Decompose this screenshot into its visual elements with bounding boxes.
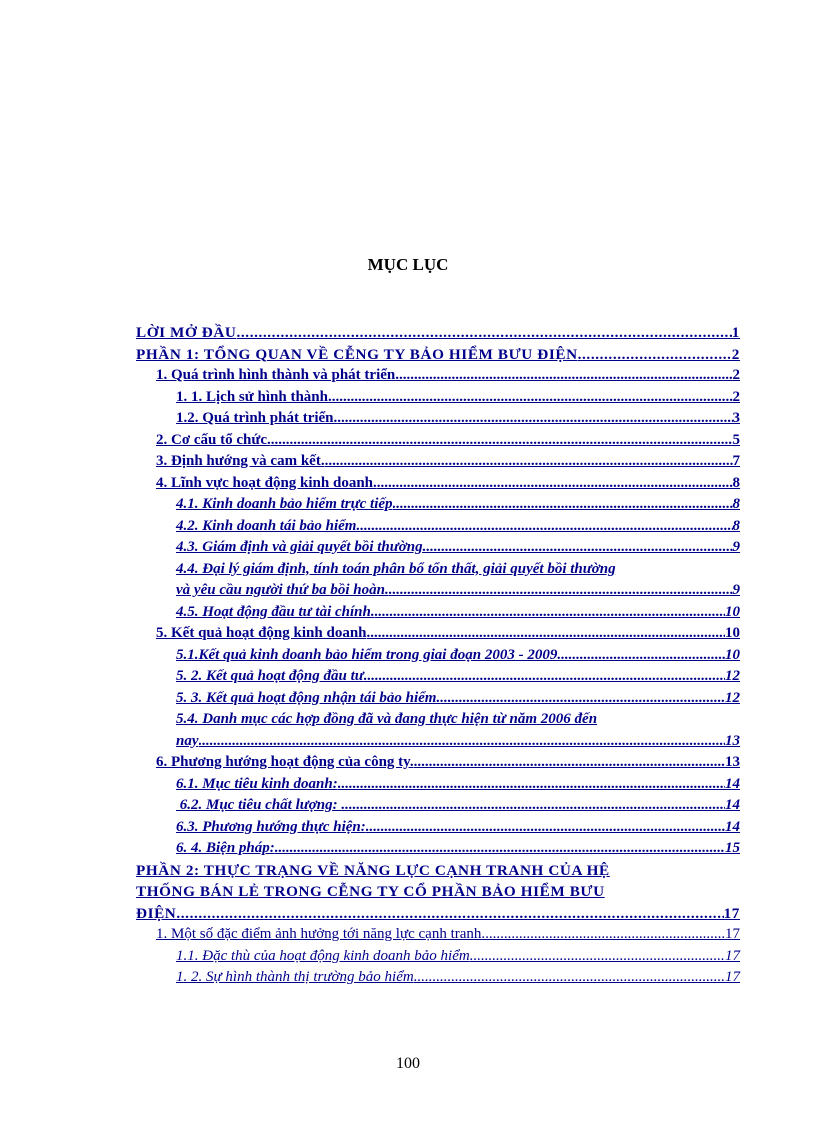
- toc-entry-text-line2: THỐNG BÁN LẺ TRONG CỄNG TY CỔ PHẦN BẢO HIỂM BƯU: [136, 883, 605, 900]
- toc-entry-text: 6. 4. Biện pháp:: [176, 840, 275, 856]
- toc-entry-text: 5. 3. Kết quả hoạt động nhận tái bảo hiểm.: [176, 689, 441, 706]
- toc-entry-4-5[interactable]: [136, 602, 740, 624]
- toc-entry-text: 1.2. Quá trình phát triển.: [176, 410, 338, 426]
- toc-entry-text-line1: PHẦN 2: THỰC TRẠNG VỀ NĂNG LỰC CẠNH TRANH CỦA HỆ: [136, 861, 610, 879]
- toc-entry-page: 12: [725, 689, 740, 706]
- page-title: MỤC LỤC: [367, 255, 449, 274]
- toc-entry-page: 1: [731, 324, 740, 341]
- toc-entry-page: 12: [725, 668, 740, 684]
- toc-entry-text: 1. Quá trình hình thành và phát triển: [156, 367, 396, 383]
- toc-entry-6-2[interactable]: [136, 795, 740, 817]
- toc-entry-page: 17: [725, 926, 740, 942]
- toc-entry-5-4[interactable]: [136, 709, 740, 752]
- toc-entry-page: 3: [732, 410, 740, 426]
- toc-entry-text: 1. 1. Lịch sử hình thành: [176, 388, 328, 405]
- toc-entry-page: 5: [732, 431, 740, 448]
- toc-entry-page: 2: [732, 388, 740, 405]
- toc-entry-text: 2. Cơ cấu tổ chức.: [156, 431, 271, 448]
- toc-entry-page: 13: [725, 754, 740, 770]
- toc-entry-text: 4.5. Hoạt động đầu tư tài chính.: [176, 603, 375, 620]
- toc-entry-page: 15: [725, 840, 740, 856]
- toc-entry-5[interactable]: [136, 623, 740, 645]
- toc-entry-p2-1[interactable]: [136, 924, 740, 946]
- toc-entry-text: 6.2. Mục tiêu chất lượng:: [176, 797, 342, 813]
- toc-entry-page: 14: [725, 818, 740, 835]
- toc-entry-text: 5.1.Kết quả kinh doanh bảo hiểm trong giai đoạn 2003 - 2009: [176, 646, 558, 663]
- toc-entry-text: 6.3. Phương hướng thực hiện:: [176, 818, 366, 835]
- toc-entry-page: 14: [725, 797, 740, 813]
- toc-entry-5-2[interactable]: [136, 666, 740, 688]
- toc-entry-page: 8: [732, 474, 740, 491]
- toc-entry-text: 5. Kết quả hoạt động kinh doanh: [156, 625, 367, 641]
- toc-entry-text: 6. Phương hướng hoạt động của công ty.: [156, 754, 414, 770]
- toc-entry-4-2[interactable]: [136, 516, 740, 538]
- toc-entry-page: 17: [723, 904, 740, 922]
- toc-entry-p2-1-1[interactable]: [136, 946, 740, 968]
- toc-entry-page: 10: [725, 603, 740, 620]
- toc-entry-text: 1. 2. Sự hình thành thị trường bảo hiểm: [176, 969, 414, 985]
- toc-entry-text-line2: nay: [176, 732, 199, 749]
- toc-entry-phan-1[interactable]: [136, 344, 740, 366]
- toc-entry-text: 1. Một số đặc điểm ảnh hưởng tới năng lực cạnh tranh: [156, 926, 482, 942]
- toc-entry-text: 6.1. Mục tiêu kinh doanh:: [176, 775, 338, 792]
- toc-entry-page: 9: [732, 539, 740, 555]
- toc-entry-1-1[interactable]: [136, 387, 740, 409]
- toc-entry-4-4[interactable]: [136, 559, 740, 602]
- toc-entry-page: 13: [725, 732, 740, 749]
- toc-entry-text: 1.1. Đặc thù của hoạt động kinh doanh bảo hiểm: [176, 947, 470, 964]
- toc-entry-6-4[interactable]: [136, 838, 740, 860]
- toc-entry-text: 4.1. Kinh doanh bảo hiểm trực tiếp: [176, 496, 393, 512]
- toc-entry-4-1[interactable]: [136, 494, 740, 516]
- toc-entry-3[interactable]: [136, 451, 740, 473]
- toc-entry-text: 3. Định hướng và cam kết.: [156, 453, 325, 469]
- toc-entry-4-3[interactable]: [136, 537, 740, 559]
- toc-entry-1[interactable]: [136, 365, 740, 387]
- toc-entry-5-1[interactable]: [136, 645, 740, 667]
- toc-entry-6-1[interactable]: [136, 774, 740, 796]
- toc-entry-text: 5. 2. Kết quả hoạt động đầu tư: [176, 668, 364, 684]
- toc-entry-6-3[interactable]: [136, 817, 740, 839]
- table-of-contents: [136, 322, 740, 989]
- toc-entry-page: 17: [725, 947, 740, 964]
- toc-entry-text-line1: 4.4. Đại lý giám định, tính toán phân bổ tổn thất, giải quyết bồi thường: [176, 560, 616, 577]
- toc-entry-text-line2: và yêu cầu người thứ ba bồi hoàn.: [176, 582, 389, 598]
- toc-entry-p2-1-2[interactable]: [136, 967, 740, 989]
- toc-entry-6[interactable]: [136, 752, 740, 774]
- toc-entry-page: 8: [732, 496, 740, 512]
- toc-entry-text: 4.3. Giám định và giải quyết bồi thường.: [176, 539, 427, 555]
- toc-entry-page: 7: [732, 453, 740, 469]
- toc-entry-text: PHẦN 1: TỔNG QUAN VỀ CỄNG TY BẢO HIỂM BƯU ĐIỆN: [136, 345, 578, 363]
- toc-entry-5-3[interactable]: [136, 688, 740, 710]
- toc-entry-loi-mo-dau[interactable]: [136, 322, 740, 344]
- toc-entry-page: 2: [732, 367, 740, 383]
- toc-entry-page: 10: [725, 646, 740, 663]
- toc-entry-text-line1: 5.4. Danh mục các hợp đồng đã và đang thực hiện từ năm 2006 đến: [176, 711, 598, 727]
- toc-entry-page: 9: [732, 582, 740, 598]
- toc-entry-text-line3: ĐIỆN: [136, 904, 177, 922]
- toc-entry-page: 17: [725, 969, 740, 985]
- toc-entry-page: 2: [731, 345, 740, 363]
- toc-entry-phan-2[interactable]: [136, 860, 740, 925]
- toc-entry-page: 8: [732, 517, 740, 534]
- toc-entry-1-2[interactable]: [136, 408, 740, 430]
- page-number: 100: [396, 1055, 420, 1072]
- toc-entry-4[interactable]: [136, 473, 740, 495]
- toc-entry-page: 14: [725, 775, 740, 792]
- toc-entry-page: 10: [725, 625, 740, 641]
- toc-entry-text: LỜI MỞ ĐẦU: [136, 324, 237, 341]
- toc-entry-text: 4. Lĩnh vực hoạt động kinh doanh.: [156, 474, 377, 491]
- toc-entry-2[interactable]: [136, 430, 740, 452]
- toc-entry-text: 4.2. Kinh doanh tái bảo hiểm.: [176, 517, 361, 534]
